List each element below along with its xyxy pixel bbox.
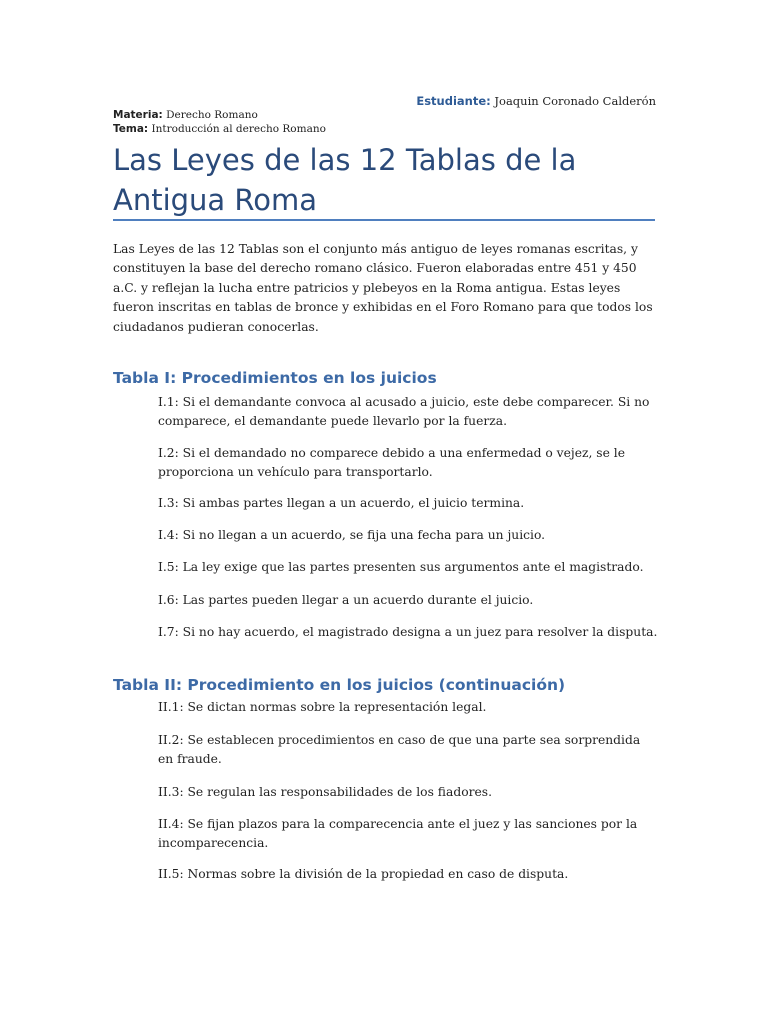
- law-item: I.5: La ley exige que las partes presenten sus argumentos ante el magistrado.: [158, 560, 644, 574]
- student-name: Joaquin Coronado Calderón: [494, 94, 656, 108]
- law-item: I.1: Si el demandante convoca al acusado a juicio, este debe comparecer. Si no comparece, el demandante puede llevarlo por la fuerza.: [158, 395, 650, 428]
- law-item: II.4: Se fijan plazos para la comparecencia ante el juez y las sanciones por la incomparecencia.: [158, 817, 638, 850]
- law-item: I.7: Si no hay acuerdo, el magistrado designa a un juez para resolver la disputa.: [158, 625, 658, 639]
- law-item: I.6: Las partes pueden llegar a un acuerdo durante el juicio.: [158, 593, 534, 607]
- law-item: II.1: Se dictan normas sobre la representación legal.: [158, 700, 487, 714]
- subject-value: Derecho Romano: [166, 109, 258, 121]
- law-item: I.4: Si no llegan a un acuerdo, se fija una fecha para un juicio.: [158, 528, 546, 542]
- topic-label: Tema:: [113, 123, 149, 135]
- student-line: [416, 94, 656, 108]
- law-item: II.5: Normas sobre la división de la propiedad en caso de disputa.: [158, 867, 569, 881]
- section-heading-tabla-1: Tabla I: Procedimientos en los juicios: [113, 369, 437, 387]
- subject-line: [113, 109, 258, 121]
- section-heading-tabla-2: Tabla II: Procedimiento en los juicios (continuación): [113, 676, 566, 694]
- law-item: II.3: Se regulan las responsabilidades de los fiadores.: [158, 785, 492, 799]
- document-title: Las Leyes de las 12 Tablas de la Antigua Roma: [113, 143, 577, 217]
- law-item: II.2: Se establecen procedimientos en caso de que una parte sea sorprendida en fraude.: [158, 733, 641, 766]
- student-label: Estudiante:: [416, 94, 491, 108]
- law-item: I.2: Si el demandado no comparece debido a una enfermedad o vejez, se le proporciona un vehículo para transportarlo.: [158, 446, 625, 479]
- topic-line: [113, 123, 326, 135]
- intro-paragraph: Las Leyes de las 12 Tablas son el conjunto más antiguo de leyes romanas escritas, y constituyen la base del derecho romano clásico. Fueron elaboradas entre 451 y 450 a.C. y reflejan la lucha entre patricios y plebeyos en la Roma antigua. Estas leyes fueron inscritas en tablas de bronce y exhibidas en el Foro Romano para que todos los ciudadanos pudieran conocerlas.: [113, 242, 653, 334]
- topic-value: Introducción al derecho Romano: [151, 123, 326, 135]
- title-underline: [113, 219, 655, 221]
- law-item: I.3: Si ambas partes llegan a un acuerdo, el juicio termina.: [158, 496, 525, 510]
- subject-label: Materia:: [113, 109, 163, 121]
